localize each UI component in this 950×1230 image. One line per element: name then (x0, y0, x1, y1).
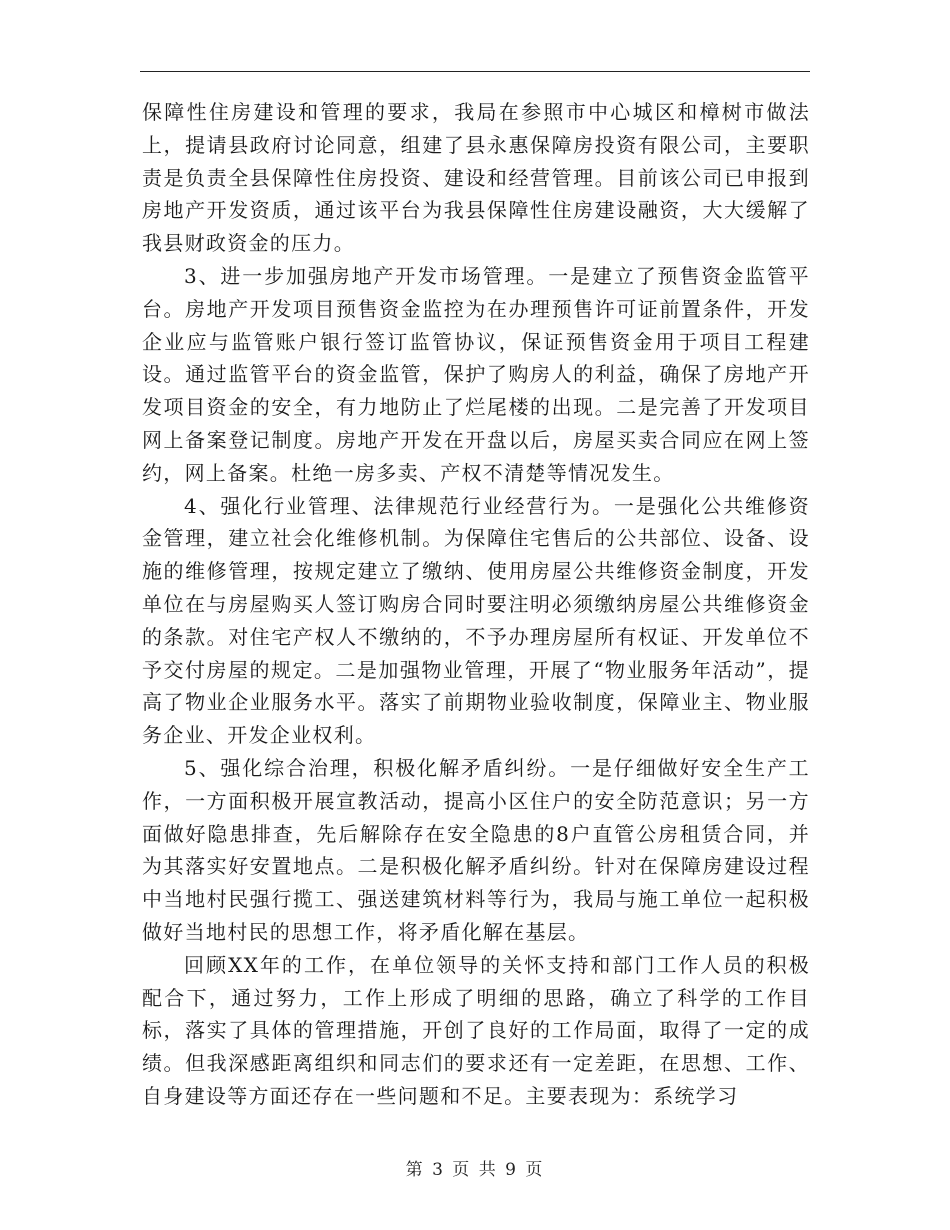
paragraph-review: 回顾XX年的工作，在单位领导的关怀支持和部门工作人员的积极配合下，通过努力，工作上形成了明细的思路，确立了科学的工作目标，落实了具体的管理措施，开创了良好的工作局面，取得了一定的成绩。但我深感距离组织和同志们的要求还有一定差距，在思想、工作、自身建设等方面还存在一些问题和不足。主要表现为：系统学习 (142, 952, 810, 1108)
paragraph-item-4: 4、强化行业管理、法律规范行业经营行为。一是强化公共维修资金管理，建立社会化维修机制。为保障住宅售后的公共部位、设备、设施的维修管理，按规定建立了缴纳、使用房屋公共维修资金制度，开发单位在与房屋购买人签订购房合同时要注明必须缴纳房屋公共维修资金的条款。对住宅产权人不缴纳的，不予办理房屋所有权证、开发单位不予交付房屋的规定。二是加强物业管理，开展了“物业服务年活动”，提高了物业企业服务水平。落实了前期物业验收制度，保障业主、物业服务企业、开发企业权利。 (142, 493, 810, 748)
paragraph-item-3: 3、进一步加强房地产开发市场管理。一是建立了预售资金监管平台。房地产开发项目预售资金监控为在办理预售许可证前置条件，开发企业应与监管账户银行签订监管协议，保证预售资金用于项目工程建设。通过监管平台的资金监管，保护了购房人的利益，确保了房地产开发项目资金的安全，有力地防止了烂尾楼的出现。二是完善了开发项目网上备案登记制度。房地产开发在开盘以后，房屋买卖合同应在网上签约，网上备案。杜绝一房多卖、产权不清楚等情况发生。 (142, 263, 810, 485)
document-body (142, 96, 810, 1113)
paragraph-continuation: 保障性住房建设和管理的要求，我局在参照市中心城区和樟树市做法上，提请县政府讨论同意，组建了县永惠保障房投资有限公司，主要职责是负责全县保障性住房投资、建设和经营管理。目前该公司已申报到房地产开发资质，通过该平台为我县保障性住房建设融资，大大缓解了我县财政资金的压力。 (142, 100, 810, 256)
paragraph-item-5: 5、强化综合治理，积极化解矛盾纠纷。一是仔细做好安全生产工作，一方面积极开展宣教活动，提高小区住户的安全防范意识；另一方面做好隐患排查，先后解除存在安全隐患的8户直管公房租赁合同，并为其落实好安置地点。二是积极化解矛盾纠纷。针对在保障房建设过程中当地村民强行揽工、强送建筑材料等行为，我局与施工单位一起积极做好当地村民的思想工作，将矛盾化解在基层。 (142, 755, 810, 944)
header-rule (140, 71, 810, 72)
page-number-footer: 第 3 页 共 9 页 (405, 1160, 545, 1180)
